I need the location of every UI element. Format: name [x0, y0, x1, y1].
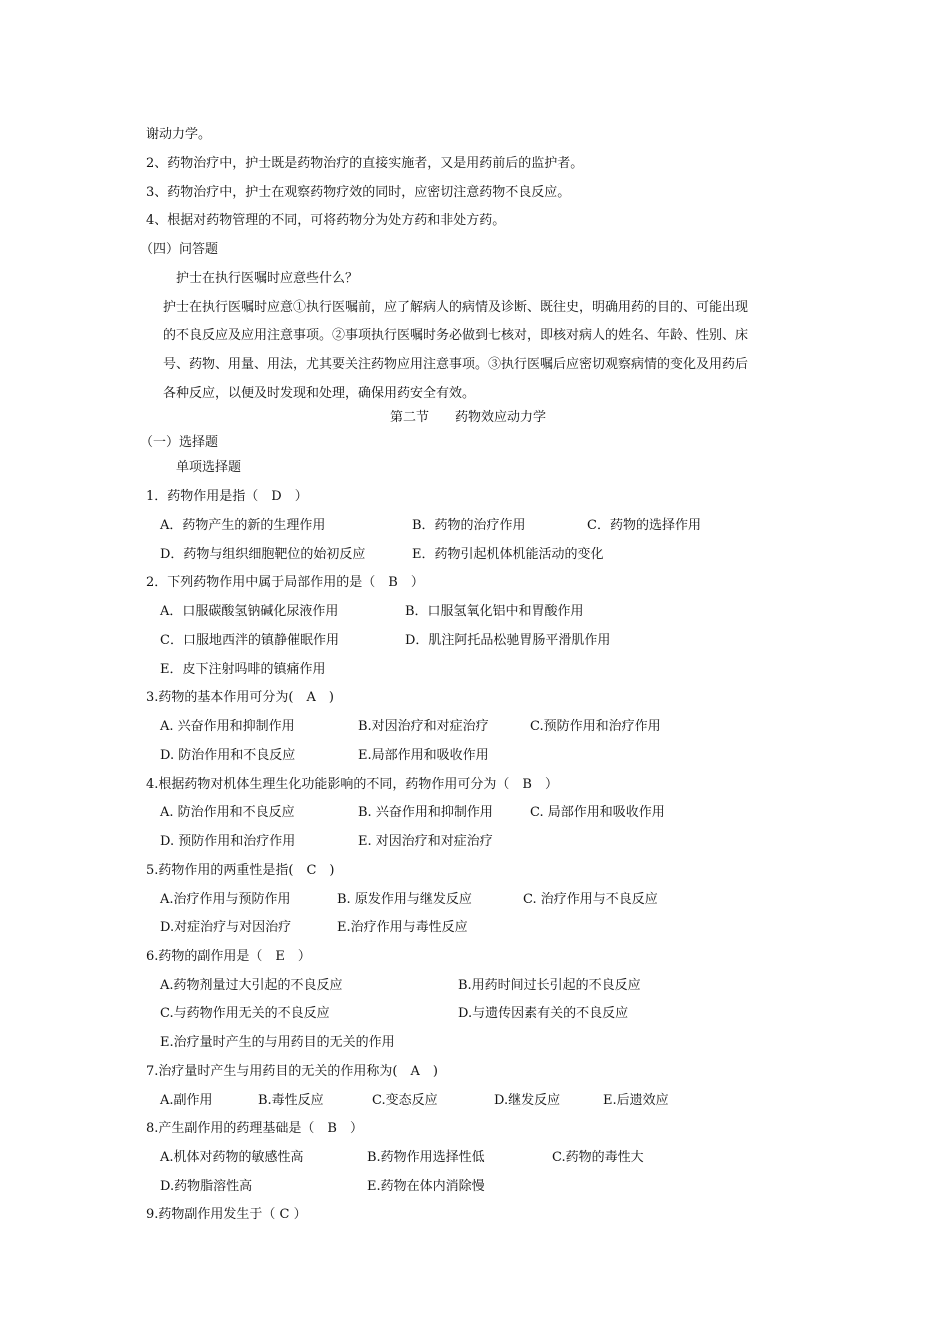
option-c: C.与药物作用无关的不良反应 — [160, 1006, 330, 1021]
option-d: D.与遗传因素有关的不良反应 — [458, 1006, 629, 1021]
option-row — [0, 747, 950, 765]
option-e: E．皮下注射吗啡的镇痛作用 — [160, 662, 326, 677]
option-d: D.对症治疗与对因治疗 — [160, 920, 292, 935]
option-e: E.治疗作用与毒性反应 — [337, 920, 468, 935]
option-d: D. 防治作用和不良反应 — [160, 748, 296, 763]
option-e: E.治疗量时产生的与用药目的无关的作用 — [160, 1035, 395, 1050]
option-e: E.后遗效应 — [603, 1093, 669, 1108]
option-row — [0, 891, 950, 909]
option-row — [0, 977, 950, 995]
option-row — [0, 1034, 950, 1052]
option-row — [0, 546, 950, 564]
section-subheading: 单项选择题 — [176, 460, 242, 475]
option-row — [0, 603, 950, 621]
option-b: B. 原发作用与继发反应 — [337, 892, 472, 907]
option-a: A. 兴奋作用和抑制作用 — [160, 719, 295, 734]
option-c: C.变态反应 — [372, 1093, 438, 1108]
option-row — [0, 1005, 950, 1023]
qa-question: 护士在执行医嘱时应意些什么？ — [176, 271, 359, 286]
option-c: C．药物的选择作用 — [587, 518, 701, 533]
option-a: A.副作用 — [160, 1093, 213, 1108]
option-a: A．口服碳酸氢钠碱化尿液作用 — [160, 604, 339, 619]
option-row — [0, 833, 950, 851]
question-stem: 9.药物副作用发生于（ C ） — [146, 1207, 307, 1222]
question-stem: 8.产生副作用的药理基础是（ B ） — [146, 1121, 363, 1136]
option-b: B.对因治疗和对症治疗 — [358, 719, 489, 734]
continuation-text: 谢动力学。 — [146, 127, 212, 142]
option-c: C. 局部作用和吸收作用 — [530, 805, 665, 820]
option-row — [0, 1178, 950, 1196]
option-row — [0, 1149, 950, 1167]
option-b: B.药物作用选择性低 — [367, 1150, 485, 1165]
question-stem: 1．药物作用是指（ D ） — [146, 489, 308, 504]
question-stem: 4.根据药物对机体生理生化功能影响的不同，药物作用可分为（ B ） — [146, 777, 558, 792]
option-c: C.预防作用和治疗作用 — [530, 719, 661, 734]
option-d: D.药物脂溶性高 — [160, 1179, 253, 1194]
option-c: C. 治疗作用与不良反应 — [523, 892, 658, 907]
qa-answer-line: 护士在执行医嘱时应意①执行医嘱前，应了解病人的病情及诊断、既往史，明确用药的目的、可能出现 — [163, 300, 749, 315]
option-b: B．口服氢氧化铝中和胃酸作用 — [405, 604, 584, 619]
option-e: E.药物在体内消除慢 — [367, 1179, 485, 1194]
qa-heading: （四）问答题 — [140, 242, 219, 257]
option-row — [0, 517, 950, 535]
option-a: A．药物产生的新的生理作用 — [160, 518, 326, 533]
section-title: 第二节 药物效应动力学 — [390, 410, 547, 425]
question-stem: 5.药物作用的两重性是指( C ) — [146, 863, 335, 878]
question-stem: 3.药物的基本作用可分为( A ) — [146, 690, 334, 705]
qa-answer-line: 号、药物、用量、用法，尤其要关注药物应用注意事项。③执行医嘱后应密切观察病情的变化及用药后 — [163, 357, 749, 372]
option-row — [0, 632, 950, 650]
option-a: A. 防治作用和不良反应 — [160, 805, 295, 820]
option-e: E.局部作用和吸收作用 — [358, 748, 489, 763]
option-d: D. 预防作用和治疗作用 — [160, 834, 296, 849]
judge-item: 3、药物治疗中，护士在观察药物疗效的同时，应密切注意药物不良反应。 — [146, 185, 571, 200]
option-c: C.药物的毒性大 — [552, 1150, 644, 1165]
option-row — [0, 661, 950, 679]
question-stem: 6.药物的副作用是（ E ） — [146, 949, 311, 964]
option-b: B．药物的治疗作用 — [412, 518, 526, 533]
option-a: A.治疗作用与预防作用 — [160, 892, 291, 907]
option-a: A.药物剂量过大引起的不良反应 — [160, 978, 343, 993]
option-c: C．口服地西泮的镇静催眠作用 — [160, 633, 339, 648]
option-row — [0, 804, 950, 822]
option-a: A.机体对药物的敏感性高 — [160, 1150, 304, 1165]
qa-answer-line: 的不良反应及应用注意事项。②事项执行医嘱时务必做到七核对，即核对病人的姓名、年龄、性别、床 — [163, 328, 749, 343]
option-row — [0, 718, 950, 736]
qa-answer-line: 各种反应，以便及时发现和处理，确保用药安全有效。 — [163, 386, 476, 401]
option-row — [0, 1092, 950, 1110]
option-d: D．肌注阿托品松驰胃肠平滑肌作用 — [405, 633, 611, 648]
question-stem: 7.治疗量时产生与用药目的无关的作用称为( A ) — [146, 1064, 438, 1079]
option-b: B.用药时间过长引起的不良反应 — [458, 978, 641, 993]
judge-item: 2、药物治疗中，护士既是药物治疗的直接实施者，又是用药前后的监护者。 — [146, 156, 584, 171]
option-b: B. 兴奋作用和抑制作用 — [358, 805, 493, 820]
option-row — [0, 919, 950, 937]
option-d: D.继发反应 — [494, 1093, 561, 1108]
option-e: E．药物引起机体机能活动的变化 — [412, 547, 604, 562]
option-b: B.毒性反应 — [258, 1093, 324, 1108]
question-stem: 2．下列药物作用中属于局部作用的是（ B ） — [146, 575, 424, 590]
section-subheading: （一）选择题 — [140, 435, 219, 450]
option-d: D．药物与组织细胞靶位的始初反应 — [160, 547, 366, 562]
judge-item: 4、根据对药物管理的不同，可将药物分为处方药和非处方药。 — [146, 213, 506, 228]
option-e: E. 对因治疗和对症治疗 — [358, 834, 493, 849]
